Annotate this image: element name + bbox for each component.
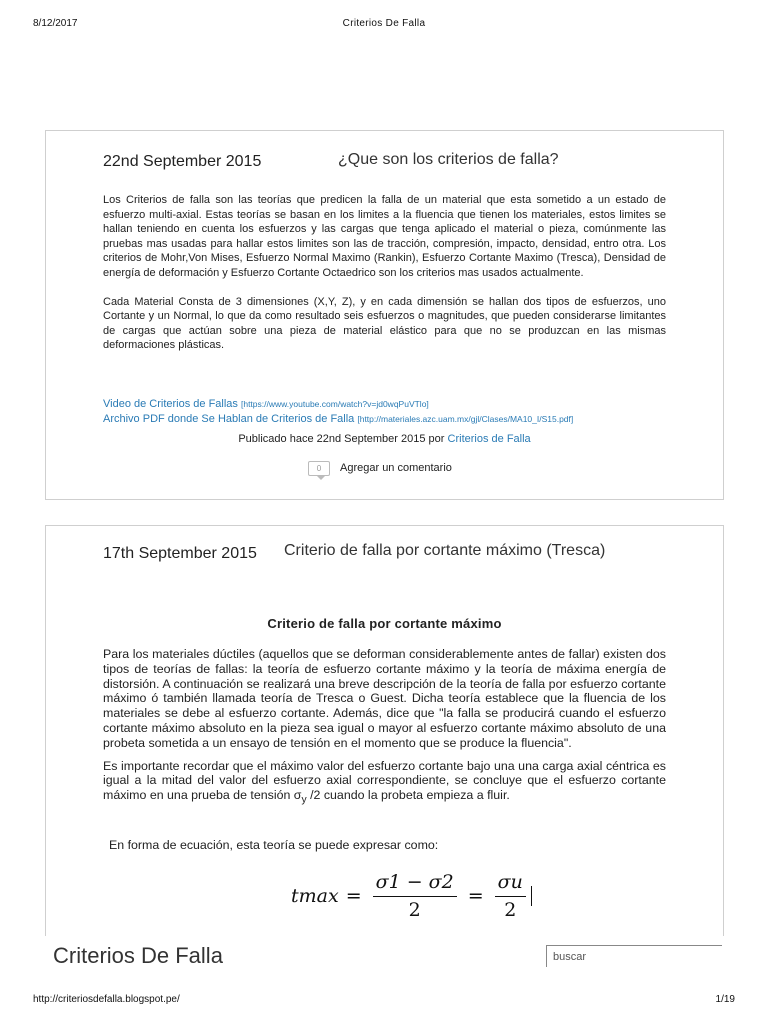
post-date: 17th September 2015 bbox=[103, 545, 257, 562]
print-footer-page: 1/19 bbox=[715, 994, 735, 1005]
pdf-link[interactable]: Archivo PDF donde Se Hablan de Criterios de Falla bbox=[103, 412, 355, 425]
sigma-subscript: y bbox=[301, 794, 307, 806]
post-date: 22nd September 2015 bbox=[103, 153, 262, 170]
paragraph-text: Es importante recordar que el máximo valor del esfuerzo cortante bajo una una carga axial céntrica es igual a la mitad del valor del esfuerzo axial correspondiente, se concluye que el esfuerzo cortante máximo en una prueba de tensión σ bbox=[103, 758, 666, 803]
equation-intro: En forma de ecuación, esta teoría se puede expresar como: bbox=[109, 838, 439, 852]
post-paragraph: Cada Material Consta de 3 dimensiones (X,Y, Z), y en cada dimensión se hallan dos tipos de esfuerzos, uno Cortante y un Normal, lo que da como resultado seis esfuerzos o magnitudes, que pueden considerarse limitantes de cargas que actúan sobre una pieza de material elástico para que no se produzcan en las mismas deformaciones plásticas. bbox=[103, 295, 666, 352]
add-comment-button[interactable] bbox=[308, 459, 452, 477]
post-card bbox=[45, 130, 724, 500]
post-card bbox=[45, 525, 724, 936]
add-comment-label: Agregar un comentario bbox=[340, 462, 452, 474]
equals-sign: = bbox=[467, 885, 484, 907]
pdf-link-url: [http://materiales.azc.uam.mx/gjl/Clases/MA10_I/S15.pdf] bbox=[357, 413, 574, 424]
tresca-formula bbox=[291, 871, 532, 921]
blog-title[interactable]: Criterios De Falla bbox=[53, 943, 223, 968]
search-box bbox=[546, 945, 722, 967]
print-footer-url: http://criteriosdefalla.blogspot.pe/ bbox=[33, 994, 180, 1005]
post-body bbox=[103, 647, 666, 816]
formula-lhs: tmax bbox=[291, 885, 339, 907]
blog-bar bbox=[0, 937, 768, 987]
search-input[interactable] bbox=[547, 946, 722, 967]
fraction-denominator: 2 bbox=[504, 899, 517, 921]
section-heading: Criterio de falla por cortante máximo bbox=[267, 616, 502, 631]
author-link[interactable]: Criterios de Falla bbox=[447, 433, 531, 445]
post-paragraph: Para los materiales dúctiles (aquellos que se deforman considerablemente antes de fallar) existen dos tipos de teorías de fallas: la teoría de esfuerzo cortante máximo y la teoría de máxima energía de distorsión. A continuación se realizará una breve descripción de la teoría de falla por esfuerzo cortante máximo ó también llamada teoría de Tresca o Guest. Dicha teoría establece que la fluencia de los materiales se debe al esfuerzo cortante. Además, dice que "la falla se producirá cuando el esfuerzo cortante máximo absoluto en la pieza sea igual o mayor al esfuerzo cortante máximo absoluto de una probeta sometida a un ensayo de tensión en el momento que se produce la fluencia". bbox=[103, 647, 666, 750]
post-links bbox=[103, 397, 573, 426]
fraction-numerator: σu bbox=[495, 871, 526, 897]
video-link-url: [https://www.youtube.com/watch?v=jd0wqPuVTlo] bbox=[240, 399, 429, 409]
post-paragraph bbox=[103, 759, 666, 809]
fraction bbox=[373, 871, 457, 921]
post-body bbox=[103, 193, 666, 367]
post-title[interactable]: ¿Que son los criterios de falla? bbox=[338, 151, 559, 168]
fraction bbox=[495, 871, 526, 921]
equals-sign: = bbox=[345, 885, 362, 907]
fraction-denominator: 2 bbox=[408, 899, 421, 921]
print-header-date: 8/12/2017 bbox=[33, 18, 78, 29]
post-published-line bbox=[46, 433, 723, 445]
comment-bubble-icon: 0 bbox=[308, 461, 330, 476]
fraction-numerator: σ1 − σ2 bbox=[373, 871, 457, 897]
print-header-title: Criterios De Falla bbox=[342, 18, 426, 29]
post-title[interactable]: Criterio de falla por cortante máximo (Tresca) bbox=[284, 542, 606, 559]
paragraph-text: /2 cuando la probeta empieza a fluir. bbox=[306, 788, 510, 803]
published-prefix: Publicado hace 22nd September 2015 por bbox=[238, 433, 445, 445]
video-link[interactable]: Video de Criterios de Fallas bbox=[103, 398, 238, 410]
text-cursor bbox=[531, 886, 532, 906]
post-paragraph: Los Criterios de falla son las teorías que predicen la falla de un material que esta sometido a un estado de esfuerzo multi-axial. Estas teorías se basan en los limites a la fluencia que tienen los materiales, estos limites se hallan teniendo en cuenta los esfuerzos y las cargas que tenga aplicado el material o pieza, comúnmente las pruebas mas usadas para hallar estos limites son las de tracción, compresión, impacto, densidad, entro otra. Los criterios de Mohr,Von Mises, Esfuerzo Normal Maximo (Rankin), Esfuerzo Cortante Maximo (Tresca), Densidad de energía de deformación y Esfuerzo Cortante Octaedrico son los criterios mas usados actualmente. bbox=[103, 194, 666, 279]
